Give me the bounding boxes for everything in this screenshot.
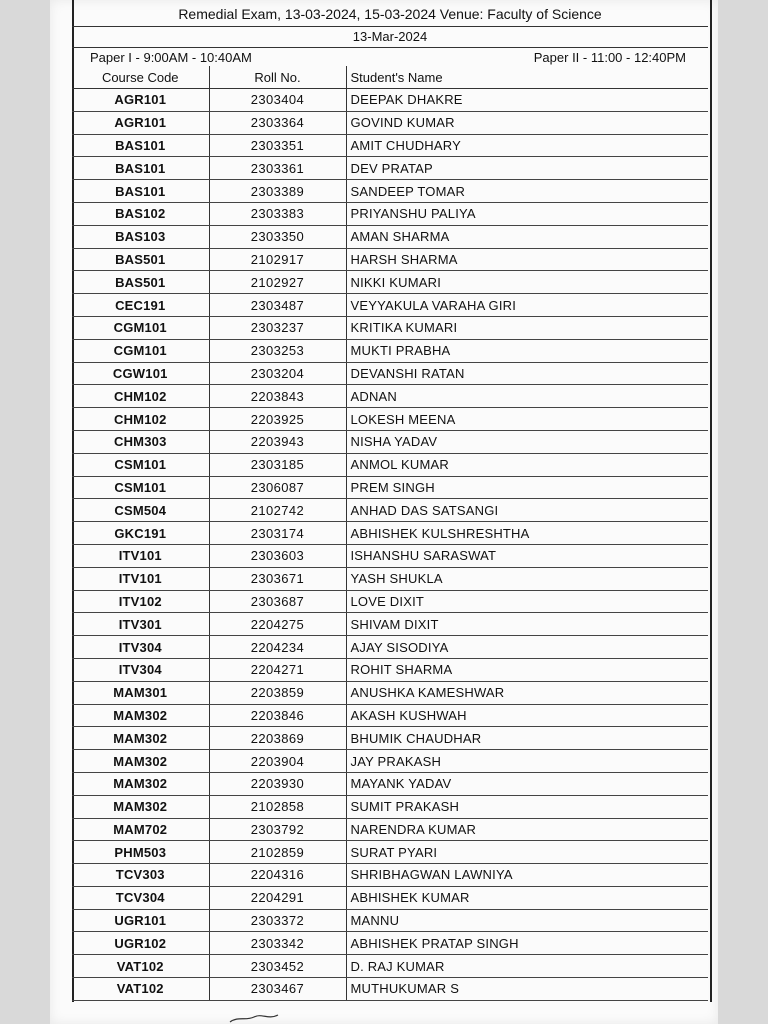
roll-no-cell: 2303237 <box>209 316 346 339</box>
exam-date: 13-Mar-2024 <box>72 27 708 48</box>
student-name-cell: DEVANSHI RATAN <box>346 362 708 385</box>
course-code-cell: MAM702 <box>72 818 209 841</box>
roll-no-cell: 2203925 <box>209 408 346 431</box>
student-name-cell: AJAY SISODIYA <box>346 636 708 659</box>
roll-no-cell: 2303342 <box>209 932 346 955</box>
table-row <box>72 294 708 317</box>
table-row <box>72 978 708 1001</box>
exam-heading: Remedial Exam, 13-03-2024, 15-03-2024 Venue: Faculty of Science <box>72 4 708 27</box>
course-code-cell: ITV101 <box>72 544 209 567</box>
roll-no-cell: 2303452 <box>209 955 346 978</box>
course-code-cell: AGR101 <box>72 89 209 112</box>
roll-no-cell: 2303389 <box>209 180 346 203</box>
roll-no-cell: 2203843 <box>209 385 346 408</box>
student-name-cell: KRITIKA KUMARI <box>346 316 708 339</box>
roll-no-cell: 2102859 <box>209 841 346 864</box>
student-name-cell: AKASH KUSHWAH <box>346 704 708 727</box>
roll-no-cell: 2102927 <box>209 271 346 294</box>
table-row <box>72 636 708 659</box>
roll-no-cell: 2303383 <box>209 202 346 225</box>
course-code-cell: CGM101 <box>72 339 209 362</box>
course-code-cell: ITV102 <box>72 590 209 613</box>
course-code-cell: ITV304 <box>72 636 209 659</box>
course-code-cell: MAM301 <box>72 681 209 704</box>
table-row <box>72 408 708 431</box>
student-name-cell: SHRIBHAGWAN LAWNIYA <box>346 864 708 887</box>
student-name-cell: LOVE DIXIT <box>346 590 708 613</box>
student-name-cell: SUMIT PRAKASH <box>346 795 708 818</box>
course-code-cell: CHM102 <box>72 408 209 431</box>
table-row <box>72 772 708 795</box>
student-name-cell: MANNU <box>346 909 708 932</box>
table-row <box>72 909 708 932</box>
course-code-cell: BAS501 <box>72 271 209 294</box>
student-name-cell: AMAN SHARMA <box>346 225 708 248</box>
roll-no-cell: 2303204 <box>209 362 346 385</box>
course-code-cell: CHM303 <box>72 430 209 453</box>
pen-mark <box>228 1012 288 1024</box>
course-code-cell: ITV304 <box>72 658 209 681</box>
col-course-code: Course Code <box>72 66 209 89</box>
course-code-cell: CSM101 <box>72 453 209 476</box>
roll-no-cell: 2303253 <box>209 339 346 362</box>
roll-no-cell: 2204275 <box>209 613 346 636</box>
roll-no-cell: 2203943 <box>209 430 346 453</box>
table-row <box>72 841 708 864</box>
roll-no-cell: 2303671 <box>209 567 346 590</box>
table-row <box>72 681 708 704</box>
paper-2-time: Paper II - 11:00 - 12:40PM <box>533 50 686 65</box>
course-code-cell: CHM102 <box>72 385 209 408</box>
roll-no-cell: 2303364 <box>209 111 346 134</box>
roll-no-cell: 2203904 <box>209 750 346 773</box>
table-row <box>72 955 708 978</box>
roll-no-cell: 2204316 <box>209 864 346 887</box>
roll-no-cell: 2303185 <box>209 453 346 476</box>
student-name-cell: SURAT PYARI <box>346 841 708 864</box>
student-name-cell: ABHISHEK KULSHRESHTHA <box>346 522 708 545</box>
table-row <box>72 134 708 157</box>
student-name-cell: GOVIND KUMAR <box>346 111 708 134</box>
student-name-cell: ANHAD DAS SATSANGI <box>346 499 708 522</box>
student-name-cell: ABHISHEK PRATAP SINGH <box>346 932 708 955</box>
course-code-cell: MAM302 <box>72 750 209 773</box>
course-code-cell: BAS501 <box>72 248 209 271</box>
student-name-cell: JAY PRAKASH <box>346 750 708 773</box>
course-code-cell: TCV303 <box>72 864 209 887</box>
student-name-cell: NISHA YADAV <box>346 430 708 453</box>
student-name-cell: SHIVAM DIXIT <box>346 613 708 636</box>
table-row <box>72 385 708 408</box>
roll-no-cell: 2303174 <box>209 522 346 545</box>
student-name-cell: PRIYANSHU PALIYA <box>346 202 708 225</box>
course-code-cell: VAT102 <box>72 978 209 1001</box>
roll-no-cell: 2303404 <box>209 89 346 112</box>
student-name-cell: PREM SINGH <box>346 476 708 499</box>
student-name-cell: HARSH SHARMA <box>346 248 708 271</box>
course-code-cell: AGR101 <box>72 111 209 134</box>
student-table <box>72 66 708 1001</box>
table-row <box>72 613 708 636</box>
table-row <box>72 499 708 522</box>
course-code-cell: CSM101 <box>72 476 209 499</box>
roll-no-cell: 2303467 <box>209 978 346 1001</box>
student-name-cell: ABHISHEK KUMAR <box>346 886 708 909</box>
student-name-cell: ISHANSHU SARASWAT <box>346 544 708 567</box>
roll-no-cell: 2204234 <box>209 636 346 659</box>
col-roll-no: Roll No. <box>209 66 346 89</box>
table-row <box>72 271 708 294</box>
table-row <box>72 111 708 134</box>
table-row <box>72 430 708 453</box>
roll-no-cell: 2303487 <box>209 294 346 317</box>
student-name-cell: LOKESH MEENA <box>346 408 708 431</box>
table-row <box>72 727 708 750</box>
student-name-cell: NIKKI KUMARI <box>346 271 708 294</box>
roll-no-cell: 2303350 <box>209 225 346 248</box>
course-code-cell: CSM504 <box>72 499 209 522</box>
table-row <box>72 658 708 681</box>
roll-no-cell: 2306087 <box>209 476 346 499</box>
table-row <box>72 864 708 887</box>
student-name-cell: DEEPAK DHAKRE <box>346 89 708 112</box>
table-row <box>72 704 708 727</box>
table-row <box>72 750 708 773</box>
table-row <box>72 202 708 225</box>
course-code-cell: GKC191 <box>72 522 209 545</box>
table-row <box>72 453 708 476</box>
roll-no-cell: 2204291 <box>209 886 346 909</box>
roll-no-cell: 2203859 <box>209 681 346 704</box>
table-row <box>72 225 708 248</box>
table-row <box>72 544 708 567</box>
roll-no-cell: 2204271 <box>209 658 346 681</box>
table-row <box>72 590 708 613</box>
course-code-cell: PHM503 <box>72 841 209 864</box>
student-name-cell: NARENDRA KUMAR <box>346 818 708 841</box>
student-name-cell: DEV PRATAP <box>346 157 708 180</box>
course-code-cell: MAM302 <box>72 727 209 750</box>
course-code-cell: CGW101 <box>72 362 209 385</box>
table-header-row <box>72 66 708 89</box>
course-code-cell: CGM101 <box>72 316 209 339</box>
student-name-cell: ANUSHKA KAMESHWAR <box>346 681 708 704</box>
student-name-cell: YASH SHUKLA <box>346 567 708 590</box>
table-row <box>72 567 708 590</box>
student-name-cell: MUKTI PRABHA <box>346 339 708 362</box>
roll-no-cell: 2203869 <box>209 727 346 750</box>
table-row <box>72 157 708 180</box>
student-name-cell: AMIT CHUDHARY <box>346 134 708 157</box>
course-code-cell: MAM302 <box>72 772 209 795</box>
course-code-cell: UGR101 <box>72 909 209 932</box>
student-name-cell: BHUMIK CHAUDHAR <box>346 727 708 750</box>
course-code-cell: VAT102 <box>72 955 209 978</box>
student-name-cell: ANMOL KUMAR <box>346 453 708 476</box>
student-name-cell: SANDEEP TOMAR <box>346 180 708 203</box>
course-code-cell: UGR102 <box>72 932 209 955</box>
table-row <box>72 339 708 362</box>
student-name-cell: ADNAN <box>346 385 708 408</box>
roll-no-cell: 2102742 <box>209 499 346 522</box>
roll-no-cell: 2303361 <box>209 157 346 180</box>
roll-no-cell: 2303372 <box>209 909 346 932</box>
col-student-name: Student's Name <box>346 66 708 89</box>
student-name-cell: D. RAJ KUMAR <box>346 955 708 978</box>
table-row <box>72 795 708 818</box>
roll-no-cell: 2303792 <box>209 818 346 841</box>
roll-no-cell: 2303687 <box>209 590 346 613</box>
paper-1-time: Paper I - 9:00AM - 10:40AM <box>90 50 252 65</box>
roll-no-cell: 2203846 <box>209 704 346 727</box>
course-code-cell: ITV301 <box>72 613 209 636</box>
table-row <box>72 886 708 909</box>
table-row <box>72 316 708 339</box>
paper-times <box>72 48 708 68</box>
table-row <box>72 476 708 499</box>
course-code-cell: MAM302 <box>72 795 209 818</box>
table-row <box>72 932 708 955</box>
roll-no-cell: 2102858 <box>209 795 346 818</box>
course-code-cell: BAS101 <box>72 180 209 203</box>
table-row <box>72 89 708 112</box>
table-row <box>72 362 708 385</box>
roll-no-cell: 2303603 <box>209 544 346 567</box>
course-code-cell: BAS103 <box>72 225 209 248</box>
student-name-cell: VEYYAKULA VARAHA GIRI <box>346 294 708 317</box>
course-code-cell: MAM302 <box>72 704 209 727</box>
course-code-cell: ITV101 <box>72 567 209 590</box>
roll-no-cell: 2102917 <box>209 248 346 271</box>
course-code-cell: BAS102 <box>72 202 209 225</box>
table-row <box>72 818 708 841</box>
table-row <box>72 180 708 203</box>
student-name-cell: MAYANK YADAV <box>346 772 708 795</box>
student-name-cell: MUTHUKUMAR S <box>346 978 708 1001</box>
roll-no-cell: 2203930 <box>209 772 346 795</box>
course-code-cell: CEC191 <box>72 294 209 317</box>
student-name-cell: ROHIT SHARMA <box>346 658 708 681</box>
course-code-cell: BAS101 <box>72 157 209 180</box>
table-row <box>72 522 708 545</box>
table-row <box>72 248 708 271</box>
course-code-cell: BAS101 <box>72 134 209 157</box>
course-code-cell: TCV304 <box>72 886 209 909</box>
roll-no-cell: 2303351 <box>209 134 346 157</box>
